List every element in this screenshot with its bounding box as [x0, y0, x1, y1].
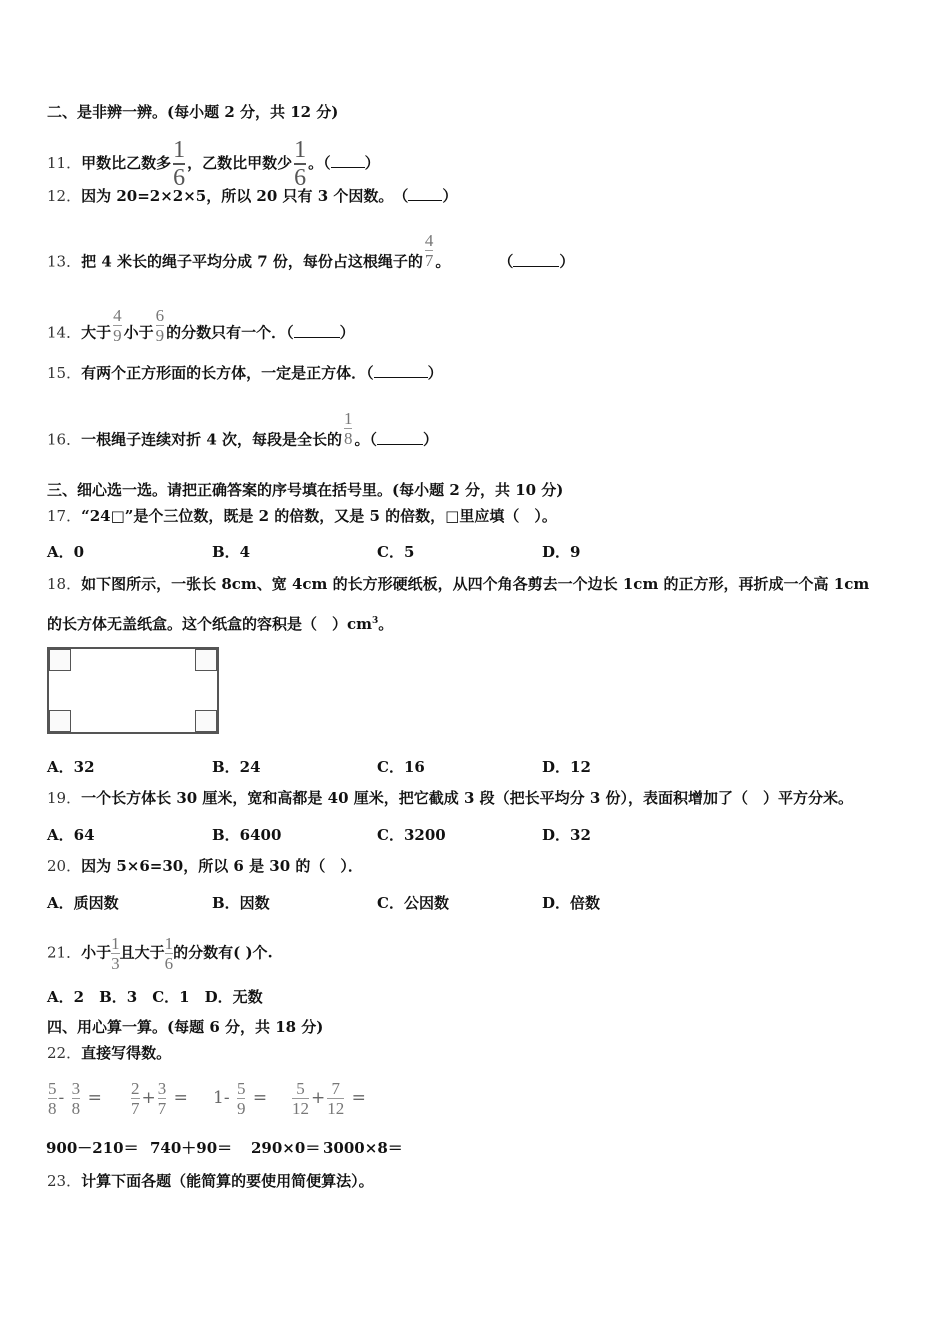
question-20	[47, 856, 363, 876]
question-14	[47, 306, 355, 352]
answer-blank[interactable]	[408, 188, 442, 201]
fraction: $\frac{3}{8}$	[71, 1079, 81, 1118]
fraction-expression: 1- $\frac{5}{9}$ =	[213, 1079, 268, 1118]
question-23	[47, 1171, 374, 1191]
fraction: $\frac{5}{9}$	[236, 1079, 246, 1118]
q-text: ，乙数比甲数少	[187, 154, 293, 172]
q-text: “24□”是个三位数，既是 2 的倍数，又是 5 的倍数，□里应填（ ）。	[81, 507, 557, 525]
fraction: $\frac{1}{6}$	[294, 137, 307, 191]
question-15	[47, 363, 443, 383]
question-12	[47, 186, 457, 206]
answer-blank[interactable]	[294, 325, 340, 338]
question-21	[47, 935, 273, 972]
option-a[interactable]: A．64	[47, 826, 95, 844]
superscript: 3	[372, 616, 379, 626]
fraction: $\frac{1}{3}$	[111, 934, 120, 973]
q-text: 的分数只有一个．（	[166, 323, 294, 342]
option-c[interactable]: C．3200	[377, 826, 446, 844]
corner-square	[195, 710, 217, 732]
fraction: $\frac{1}{6}$	[164, 934, 174, 973]
q-text: 一个长方体长 30 厘米，宽和高都是 40 厘米，把它截成 3 段（把长平均分 3 份），表面积增加了（ ）平方分米。	[81, 789, 853, 807]
cardboard-diagram	[47, 647, 219, 734]
q-text: 计算下面各题（能简算的要使用简便算法）。	[81, 1172, 374, 1190]
q-text: ）	[339, 323, 355, 342]
fraction: $\frac{5}{8}$	[48, 1079, 57, 1118]
question-16	[47, 409, 439, 459]
option-d[interactable]: D．9	[542, 543, 581, 561]
fraction: $\frac{5}{12}$	[292, 1079, 309, 1118]
answer-blank[interactable]	[513, 254, 559, 267]
question-19	[47, 788, 853, 808]
calc-item: 3000×8＝	[323, 1139, 403, 1157]
corner-square	[49, 649, 71, 671]
q-text: 有两个正方形面的长方体，一定是正方体．（	[81, 364, 374, 382]
question-22	[47, 1043, 171, 1063]
fraction: $\frac{3}{7}$	[157, 1079, 167, 1118]
option-c[interactable]: C．5	[377, 543, 415, 561]
fraction: $\frac{2}{7}$	[131, 1079, 140, 1118]
question-18-line2	[47, 611, 393, 634]
option-b[interactable]: B．4	[212, 543, 251, 561]
question-17	[47, 506, 557, 526]
fraction: $\frac{1}{8}$	[343, 409, 353, 448]
q-text: ）	[442, 187, 458, 205]
option-a[interactable]: A．0	[47, 543, 85, 561]
q-number: 12．	[47, 187, 82, 205]
q-number: 18．	[47, 575, 82, 593]
q-text: 如下图所示，一张长 8cm、宽 4cm 的长方形硬纸板，从四个角各剪去一个边长 1cm 的正方形，再折成一个高 1cm	[81, 575, 870, 593]
q-text: ）	[427, 364, 443, 382]
fraction-expression: $\frac{2}{7}$ + $\frac{3}{7}$ =	[131, 1079, 188, 1118]
answer-blank[interactable]	[331, 155, 365, 168]
option-a[interactable]: A．质因数	[47, 894, 119, 912]
q-text: 。（	[354, 430, 377, 449]
option-c[interactable]: C．公因数	[377, 894, 449, 912]
answer-blank[interactable]	[377, 432, 423, 445]
section-2-title: 二、是非辨一辨。(每小题 2 分，共 12 分)	[47, 103, 339, 121]
option-c[interactable]: C．16	[377, 758, 425, 776]
option-d[interactable]: D．12	[542, 758, 591, 776]
fraction: $\frac{4}{7}$	[424, 231, 434, 270]
q-number: 14．	[47, 323, 82, 342]
q-text: 因为 20=2×2×5，所以 20 只有 3 个因数。 （	[81, 187, 409, 205]
q-number: 20．	[47, 857, 82, 875]
question-11	[47, 138, 380, 190]
fraction-expression: $\frac{5}{12}$ + $\frac{7}{12}$ =	[292, 1079, 366, 1118]
q-text: 的分数有( )个.	[173, 943, 273, 962]
q-text: 一根绳子连续对折 4 次，每段是全长的	[81, 430, 342, 449]
corner-square	[49, 710, 71, 732]
calc-item: 290×0＝	[251, 1139, 321, 1157]
option-d[interactable]: D．32	[542, 826, 591, 844]
corner-square	[195, 649, 217, 671]
q-number: 11．	[47, 154, 82, 172]
option-d[interactable]: D．倍数	[542, 894, 601, 912]
q-text: 甲数比乙数多	[81, 154, 172, 172]
q-text: 且大于	[119, 943, 165, 962]
q-text: ）	[364, 154, 380, 172]
q-text: 。	[435, 252, 451, 271]
q-text: ）	[559, 252, 575, 271]
fraction: $\frac{7}{12}$	[327, 1079, 345, 1118]
options[interactable]: A．2 B．3 C．1 D．无数	[47, 988, 263, 1006]
q-number: 22．	[47, 1044, 82, 1062]
q-number: 21．	[47, 943, 82, 962]
fraction: $\frac{1}{6}$	[173, 137, 186, 191]
q-text: 的长方体无盖纸盒。这个纸盒的容积是（ ）cm	[47, 615, 373, 633]
calc-item: 900－210＝	[46, 1139, 139, 1157]
section-4-title: 四、用心算一算。(每题 6 分，共 18 分)	[47, 1018, 324, 1036]
q-number: 16．	[47, 430, 82, 449]
q-text: 小于	[81, 943, 112, 962]
q-text: 直接写得数。	[81, 1044, 172, 1062]
q-number: 23．	[47, 1172, 82, 1190]
q-number: 19．	[47, 789, 82, 807]
option-b[interactable]: B．24	[212, 758, 261, 776]
q-text: 。（	[308, 154, 331, 172]
q-number: 17．	[47, 507, 82, 525]
option-a[interactable]: A．32	[47, 758, 95, 776]
q-number: 15．	[47, 364, 82, 382]
q-number: 13．	[47, 252, 82, 271]
question-18-line1	[47, 574, 869, 594]
q-text: 把 4 米长的绳子平均分成 7 份，每份占这根绳子的	[81, 252, 423, 271]
section-3-title: 三、细心选一选。请把正确答案的序号填在括号里。(每小题 2 分，共 10 分)	[47, 481, 564, 499]
q-text: 大于	[81, 323, 112, 342]
q-text: （	[498, 252, 514, 271]
fraction-expression: $\frac{5}{8}$ - $\frac{3}{8}$ =	[48, 1079, 102, 1118]
q-text: 因为 5×6=30，所以 6 是 30 的（ ）．	[81, 857, 363, 875]
fraction: $\frac{6}{9}$	[155, 306, 165, 345]
question-13	[47, 231, 575, 281]
fraction: $\frac{4}{9}$	[113, 306, 122, 345]
option-b[interactable]: B．6400	[212, 826, 282, 844]
q-text: 。	[378, 615, 394, 633]
answer-blank[interactable]	[374, 365, 428, 378]
option-b[interactable]: B．因数	[212, 894, 270, 912]
calc-item: 740＋90＝	[150, 1139, 233, 1157]
q-text: 小于	[123, 323, 154, 342]
q-text: ）	[423, 430, 439, 449]
